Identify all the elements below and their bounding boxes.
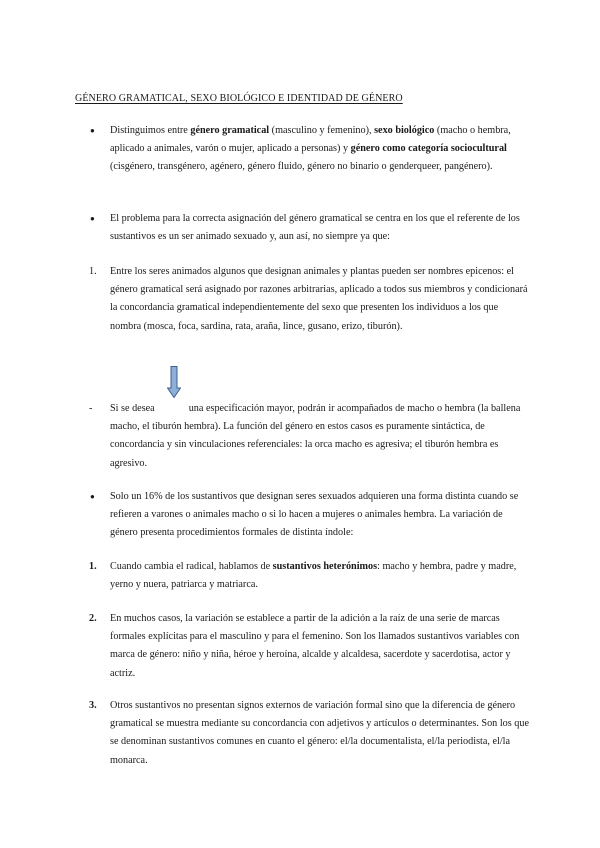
text-span: Si se desea <box>110 403 155 414</box>
term-sexo-biologico: sexo biológico <box>374 125 435 136</box>
bullet-marker: ● <box>90 492 95 501</box>
bullet-marker: ● <box>90 214 95 223</box>
text-span: : macho y hembra, padre y madre, yerno y nuera, patriarca y matriarca. <box>110 561 517 591</box>
list-number: 3. <box>89 700 97 711</box>
document-title: GÉNERO GRAMATICAL, SEXO BIOLÓGICO E IDENTIDAD DE GÉNERO <box>75 93 403 104</box>
text-span: (cisgénero, transgénero, agénero, género fluido, género no binario o genderqueer, pangénero). <box>110 161 493 173</box>
list-number: 2. <box>89 613 97 624</box>
paragraph-variation: Solo un 16% de los sustantivos que designan seres sexuados adquieren una forma distinta cuando se refieren a varones o animales macho o si lo hacen a mujeres o animales hembra. La variación de género presenta procedimientos formales de distinta índole: <box>110 491 519 539</box>
bullet-marker: ● <box>90 126 95 135</box>
paragraph-problem: El problema para la correcta asignación del género gramatical se centra en los que el referente de los sustantivos es un ser animado sexuado y, aun así, no siempre ya que: <box>110 213 520 243</box>
text-span: una especificación mayor, podrán ir acompañados de macho o hembra (la ballena macho, el tiburón hembra). La función del género en estos casos es puramente sintáctica, de concordancia y sin vinculaciones referenciales: la orca macho es agresiva; el tiburón hembra es agresivo. <box>110 403 521 469</box>
text-span: (macho o hembra, aplicado a animales, varón o mujer, aplicado a personas) y <box>110 125 511 155</box>
dash-marker: - <box>89 403 93 414</box>
paragraph-especificacion <box>110 400 530 473</box>
paragraph-gender-definitions <box>110 122 530 177</box>
list-number: 1. <box>89 266 97 277</box>
down-arrow-shape <box>168 367 181 398</box>
term-genero-sociocultural: género como categoría sociocultural <box>350 143 507 155</box>
text-span: Distinguimos entre <box>110 125 191 136</box>
list-item-comunes: Otros sustantivos no presentan signos externos de variación formal sino que la diferencia de género gramatical se muestra mediante su concordancia con adjetivos y artículos o determinantes. Son los que se denominan sustantivos comunes en cuanto el género: el/la documentalista, el/la periodista, el/la monarca. <box>110 700 529 766</box>
list-item-variables: En muchos casos, la variación se establece a partir de la adición a la raíz de una serie de marcas formales explícitas para el masculino y para el femenino. Son los llamados sustantivos variables con marca de género: niño y niña, héroe y heroína, alcalde y alcaldesa, sacerdote y sacerdotisa, actor y actriz. <box>110 613 520 679</box>
list-item-heteronimos <box>110 558 530 594</box>
text-span: (masculino y femenino), <box>269 125 375 136</box>
list-number: 1. <box>89 561 97 572</box>
down-arrow-icon <box>167 366 181 398</box>
paragraph-epicenos: Entre los seres animados algunos que designan animales y plantas pueden ser nombres epicenos: el género gramatical será asignado por razones arbitrarias, aplicado a todos sus miembros y condicionará la concordancia gramatical independientemente del sexo que presenten los individuos a los que nombra (mosca, foca, sardina, rata, araña, lince, gusano, erizo, tiburón). <box>110 266 528 332</box>
term-heteronimos: sustantivos heterónimos <box>272 561 378 572</box>
term-genero-gramatical: género gramatical <box>190 125 270 136</box>
text-span: Cuando cambia el radical, hablamos de <box>110 561 273 572</box>
